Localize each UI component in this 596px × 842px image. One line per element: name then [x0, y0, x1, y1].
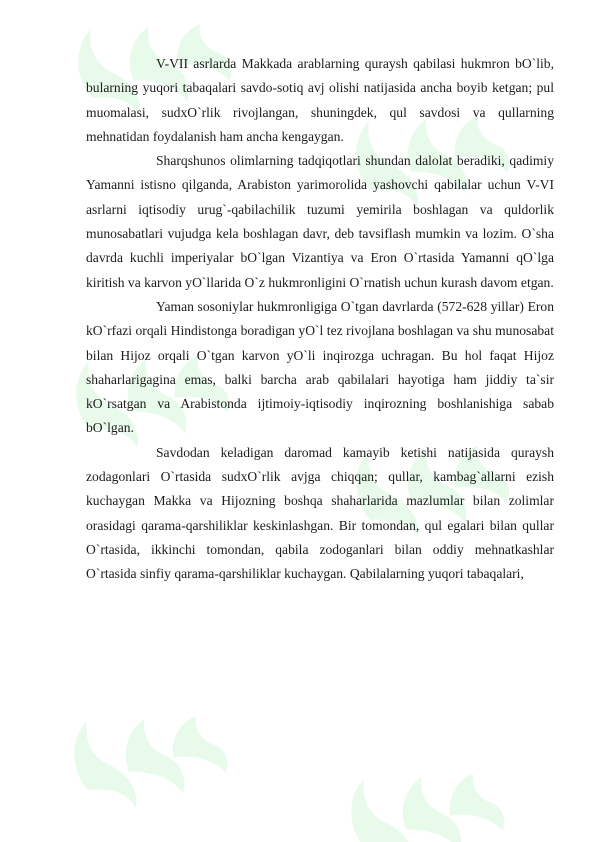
paragraph-2: Sharqshunos olimlarning tadqiqotlari shundan dalolat beradiki, qadimiy Yamanni istisno qilganda, Arabiston yarimorolida yashovchi qabilalar uchun V-VI asrlarni iqtisodiy urug`-qabilachilik tuzumi yemirila boshlagan va quldorlik munosabatlari vujudga kela boshlagan davr, deb tavsiflash mumkin va lozim. O`sha davrda kuchli imperiyalar bO`lgan Vizantiya va Eron O`rtasida Yamanni qO`lga kiritish va karvon yO`llarida O`z hukmronligini O`rnatish uchun kurash davom etgan. [86, 153, 554, 290]
paragraph-3: Yaman sosoniylar hukmronligiga O`tgan davrlarda (572-628 yillar) Eron kO`rfazi orqali Hindistonga boradigan yO`l tez rivojlana boshlagan va shu munosabat bilan Hijoz orqali O`tgan karvon yO`li inqirozga uchragan. Bu hol faqat Hijoz shaharlarigagina emas, balki barcha arab qabilalari hayotiga ham jiddiy ta`sir kO`rsatgan va Arabistonda ijtimoiy-iqtisodiy inqirozning boshlanishiga sabab bO`lgan. [86, 298, 554, 436]
paragraph-1: V-VII asrlarda Makkada arablarning quraysh qabilasi hukmron bO`lib, bularning yuqori tabaqalari savdo-sotiq avj olishi natijasida ancha boyib ketgan; pul muomalasi, sudxO`rlik rivojlangan, shuningdek, qul savdosi va qullarning mehnatidan foydalanish ham ancha kengaygan. [86, 56, 554, 144]
paragraph-4: Savdodan keladigan daromad kamayib ketishi natijasida quraysh zodagonlari O`rtasida sudxO`rlik avjga chiqqan; qullar, kambag`allarni ezish kuchaygan Makka va Hijozning boshqa shaharlarida mazlumlar bilan zolimlar orasidagi qarama-qarshiliklar keskinlashgan. Bir tomondan, qul egalari bilan qullar O`rtasida, ikkinchi tomondan, qabila zodoganlari bilan oddiy mehnatkashlar O`rtasida sinfiy qarama-qarshiliklar kuchaygan. Qabilalarning yuqori tabaqalari, [86, 444, 554, 582]
body-text [86, 52, 554, 587]
